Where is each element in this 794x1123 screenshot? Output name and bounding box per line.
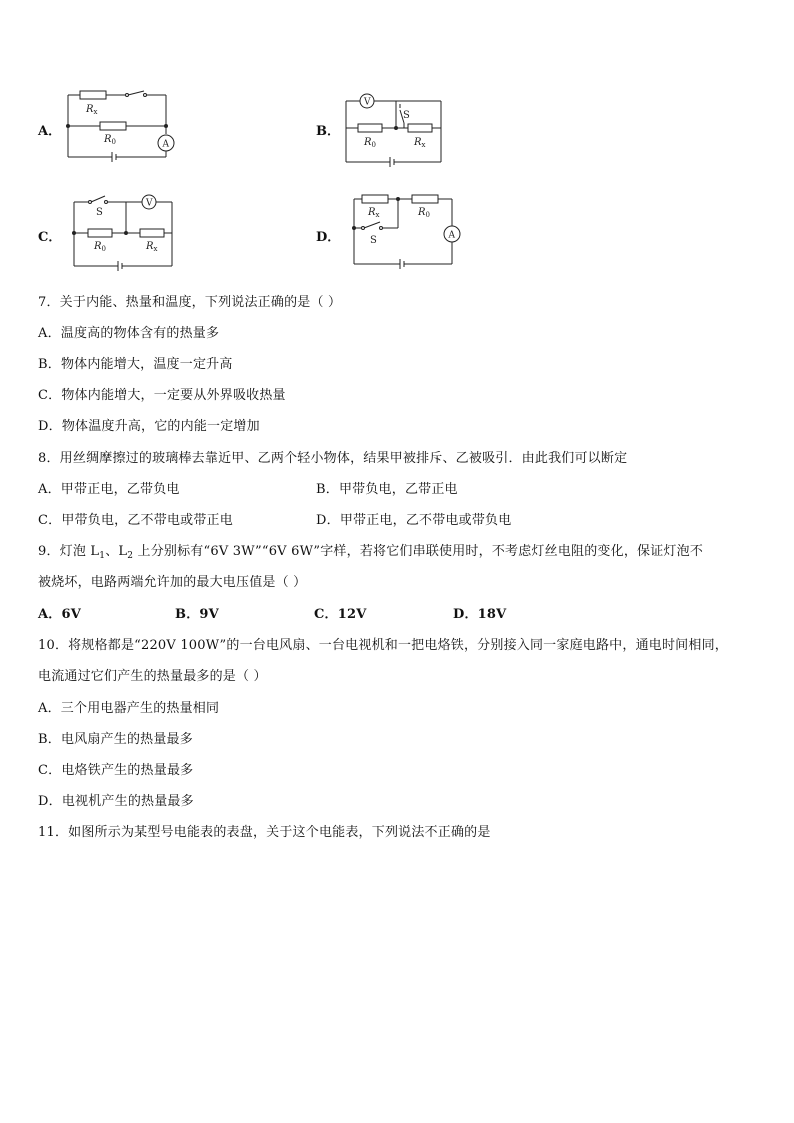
- resistor-a2-label: $R_0$: [104, 134, 116, 146]
- resistor-b1-label: $R_0$: [364, 137, 376, 149]
- q9-option-c: C．12V: [314, 607, 367, 622]
- circuit-a-label: A．: [38, 124, 62, 139]
- q10-option-d: D．电视机产生的热量最多: [38, 794, 194, 809]
- q7-option-d: D．物体温度升高，它的内能一定增加: [38, 419, 260, 434]
- circuit-c-label: C．: [38, 230, 62, 245]
- q8-option-a: A．甲带正电，乙带负电: [38, 482, 180, 497]
- q10-option-b: B．电风扇产生的热量最多: [38, 732, 193, 747]
- voltmeter-b-icon: V: [364, 97, 371, 108]
- q11-stem: 11．如图所示为某型号电能表的表盘，关于这个电能表，下列说法不正确的是: [38, 825, 491, 840]
- switch-d-label: S: [370, 235, 377, 246]
- resistor-a1-label: $R_x$: [86, 104, 98, 116]
- q9-option-b: B．9V: [175, 607, 219, 622]
- q8-option-b: B．甲带负电，乙带正电: [316, 482, 458, 497]
- circuit-d-label: D．: [316, 230, 341, 245]
- resistor-b2-label: $R_x$: [414, 137, 426, 149]
- resistor-d2-label: $R_0$: [418, 207, 430, 219]
- q10-option-a: A．三个用电器产生的热量相同: [38, 701, 220, 716]
- q10-stem: 10．将规格都是“220V 100W”的一台电风扇、一台电视机和一把电烙铁，分别接入同一家庭电路中，通电时间相同，: [38, 638, 728, 653]
- q7-stem: 7．关于内能、热量和温度，下列说法正确的是（ ）: [38, 295, 342, 310]
- circuit-b-label: B．: [316, 124, 340, 139]
- voltmeter-c-icon: V: [146, 198, 153, 209]
- q8-option-c: C．甲带负电，乙不带电或带正电: [38, 513, 233, 528]
- switch-c-label: S: [96, 207, 103, 218]
- q8-stem: 8．用丝绸摩擦过的玻璃棒去靠近甲、乙两个轻小物体，结果甲被排斥、乙被吸引．由此我们可以断定: [38, 451, 628, 466]
- circuit-c-diagram: [68, 190, 188, 272]
- ammeter-d-icon: A: [448, 230, 455, 241]
- q7-option-b: B．物体内能增大，温度一定升高: [38, 357, 233, 372]
- q8-option-d: D．甲带正电，乙不带电或带负电: [316, 513, 512, 528]
- resistor-c2-label: $R_x$: [146, 241, 158, 253]
- q7-option-c: C．物体内能增大，一定要从外界吸收热量: [38, 388, 286, 403]
- q9-option-d: D．18V: [453, 607, 507, 622]
- circuit-d-diagram: [348, 190, 468, 272]
- resistor-d1-label: $R_x$: [368, 207, 380, 219]
- q9-stem-line2: 被烧坏，电路两端允许加的最大电压值是（ ）: [38, 575, 307, 590]
- q9-stem: 9．灯泡 $L_1$、$L_2$ 上分别标有“6V 3W”“6V 6W”字样，若将它们串联使用时，不考虑灯丝电阻的变化，保证灯泡不: [38, 544, 704, 561]
- q7-option-a: A．温度高的物体含有的热量多: [38, 326, 220, 341]
- switch-b-label: S: [403, 110, 410, 121]
- q10-stem-line2: 电流通过它们产生的热量最多的是（ ）: [38, 669, 267, 684]
- q9-option-a: A．6V: [38, 607, 82, 622]
- q10-option-c: C．电烙铁产生的热量最多: [38, 763, 194, 778]
- circuit-a-diagram: [60, 88, 190, 170]
- ammeter-a-icon: A: [162, 139, 169, 150]
- resistor-c1-label: $R_0$: [94, 241, 106, 253]
- circuit-b-diagram: [340, 90, 460, 172]
